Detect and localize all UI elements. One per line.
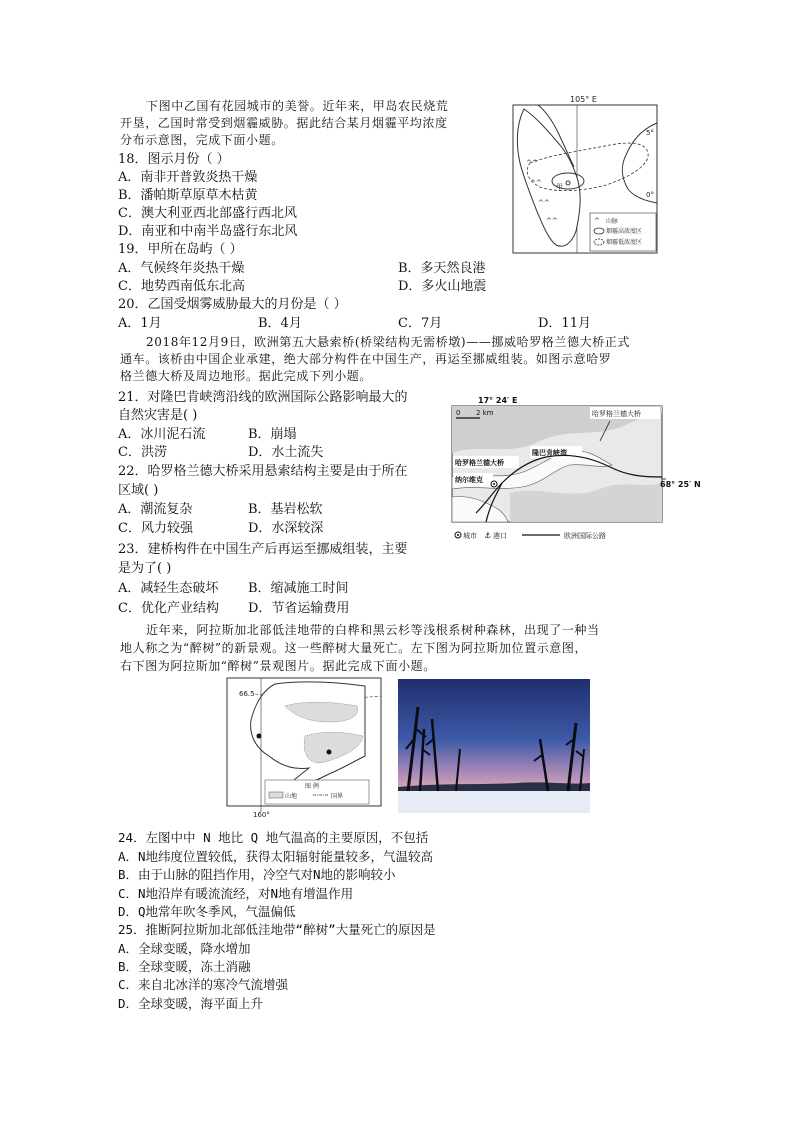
- q22-option-c[interactable]: C．风力较强: [118, 521, 193, 536]
- haze-legend-low: 烟霾低浓度区: [606, 239, 643, 246]
- q18-option-b[interactable]: B．潘帕斯草原草木枯黄: [118, 188, 258, 203]
- q24-option-d[interactable]: D．Q地常年吹冬季风，气温偏低: [118, 904, 296, 919]
- q23-option-a[interactable]: A．减轻生态破坏: [118, 581, 219, 596]
- alaska-map-svg: [225, 676, 385, 818]
- q25-option-b[interactable]: B．全球变暖，冻土消融: [118, 959, 251, 974]
- q25-option-d[interactable]: D．全球变暖，海平面上升: [118, 996, 264, 1011]
- bridge-scale-0: 0: [456, 409, 461, 417]
- bridge-label-left: 哈罗格兰德大桥: [455, 459, 504, 467]
- q20-option-a[interactable]: A．1月: [118, 316, 162, 331]
- haze-map-lon-label: 105° E: [570, 95, 597, 104]
- bridge-map-lon-label: 17° 24′ E: [478, 396, 518, 405]
- q23-stem-line1: 23．建桥构件在中国生产后再运至挪威组装，主要: [118, 542, 408, 557]
- alaska-legend-title: 图 例: [305, 783, 319, 790]
- bridge-map-lat-label: 68° 25′ N: [660, 480, 700, 489]
- fjord-label: 隆巴肯峡湾: [532, 449, 567, 457]
- q19-stem: 19．甲所在岛屿（ ）: [118, 242, 243, 257]
- passage2-line3: 格兰德大桥及周边地形。据此完成下列小题。: [120, 369, 373, 383]
- q22-option-b[interactable]: B．基岩松软: [248, 502, 323, 517]
- haze-map-lat0-label: 0°: [646, 191, 654, 199]
- alaska-map-figure: [225, 676, 385, 818]
- q19-option-d[interactable]: D．多火山地震: [398, 279, 487, 294]
- q20-option-b[interactable]: B．4月: [258, 316, 302, 331]
- q18-option-a[interactable]: A．南非开普敦炎热干燥: [118, 170, 258, 185]
- haze-map-lat5-label: 5°: [646, 129, 654, 137]
- bridge-legend-road: 欧洲国际公路: [564, 532, 606, 540]
- q18-option-d[interactable]: D．南亚和中南半岛盛行东北风: [118, 224, 298, 239]
- bridge-label-top: 哈罗格兰德大桥: [592, 410, 641, 418]
- q21-option-d[interactable]: D．水土流失: [248, 445, 324, 460]
- q22-option-a[interactable]: A．潮流复杂: [118, 502, 193, 517]
- q24-option-a[interactable]: A．N地纬度位置较低，获得太阳辐射能量较多，气温较高: [118, 849, 434, 864]
- q25-option-c[interactable]: C．来自北冰洋的寒冷气流增强: [118, 977, 289, 992]
- q21-stem-line1: 21．对隆巴肯峡湾沿线的欧洲国际公路影响最大的: [118, 390, 408, 405]
- passage3-line2: 地人称之为“醉树”的新景观。这一些醉树大量死亡。左下图为阿拉斯加位置示意图，: [120, 641, 588, 655]
- q23-option-b[interactable]: B．缩减施工时间: [248, 581, 349, 596]
- haze-map-jia-label: 甲: [556, 183, 563, 191]
- q23-option-d[interactable]: D．节省运输费用: [248, 601, 350, 616]
- q22-stem-line1: 22．哈罗格兰德大桥采用悬索结构主要是由于所在: [118, 464, 408, 479]
- q18-option-c[interactable]: C．澳大利亚西北部盛行西北风: [118, 206, 297, 221]
- q25-stem: 25．推断阿拉斯加北部低洼地带“醉树”大量死亡的原因是: [118, 922, 436, 937]
- q24-option-b[interactable]: B．由于山脉的阻挡作用，冷空气对N地的影响较小: [118, 867, 396, 882]
- svg-text:^^: ^^: [530, 179, 542, 187]
- bridge-map-figure: [450, 393, 700, 543]
- arctic-circle-label: 66.5: [239, 690, 255, 698]
- passage1-line3: 分布示意图，完成下面小题。: [120, 133, 284, 147]
- q19-option-c[interactable]: C．地势西南低东北高: [118, 279, 245, 294]
- passage3-line3: 右下图为阿拉斯加“醉树”景观图片。据此完成下面小题。: [120, 659, 436, 673]
- svg-text:^^: ^^: [538, 199, 550, 207]
- q24-stem: 24．左图中中 N 地比 Q 地气温高的主要原因，不包括: [118, 830, 429, 845]
- passage1-line2: 开垦，乙国时常受到烟霾威胁。据此结合某月烟霾平均浓度: [120, 116, 448, 130]
- bridge-legend-port: 港口: [493, 532, 507, 540]
- q21-option-c[interactable]: C．洪涝: [118, 445, 167, 460]
- q22-stem-line2: 区域( ): [118, 483, 159, 498]
- q20-option-c[interactable]: C．7月: [398, 316, 443, 331]
- drunken-trees-photo: [398, 679, 590, 813]
- q18-stem: 18．图示月份（ ）: [118, 152, 230, 167]
- passage2-line1: 2018年12月9日，欧洲第五大悬索桥(桥梁结构无需桥墩)——挪威哈罗格兰德大桥正式: [146, 335, 631, 349]
- anchor-icon: ⚓: [484, 531, 492, 540]
- drunken-trees-svg: [398, 679, 590, 813]
- haze-legend-high: 烟霾高浓度区: [606, 228, 643, 235]
- haze-map-figure: [510, 93, 660, 255]
- bridge-scale-2: 2 km: [476, 409, 494, 417]
- q21-stem-line2: 自然灾害是( ): [118, 408, 198, 423]
- passage2-line2: 通车。该桥由中国企业承建，绝大部分构件在中国生产，再运至挪威组装。如图示意哈罗: [120, 352, 612, 366]
- q25-option-a[interactable]: A．全球变暖，降水增加: [118, 941, 251, 956]
- q19-option-b[interactable]: B．多天然良港: [398, 261, 486, 276]
- bridge-map-svg: [450, 393, 700, 543]
- alaska-legend-mountain: 山地: [285, 793, 298, 800]
- svg-text:^^: ^^: [526, 159, 538, 167]
- city-label: 纳尔维克: [455, 476, 483, 484]
- q20-option-d[interactable]: D．11月: [538, 316, 591, 331]
- q23-stem-line2: 是为了( ): [118, 561, 172, 576]
- svg-text:^: ^: [594, 217, 600, 225]
- q21-option-a[interactable]: A．冰川泥石流: [118, 427, 206, 442]
- alaska-legend-border: 国界: [331, 793, 344, 800]
- passage3-line1: 近年来，阿拉斯加北部低洼地带的白桦和黑云杉等浅根系树种森林，出现了一种当: [146, 623, 600, 637]
- q22-option-d[interactable]: D．水深较深: [248, 521, 324, 536]
- haze-map-svg: [510, 93, 660, 255]
- svg-text:^^: ^^: [546, 217, 558, 225]
- q21-option-b[interactable]: B．崩塌: [248, 427, 297, 442]
- q23-option-c[interactable]: C．优化产业结构: [118, 601, 219, 616]
- q24-option-c[interactable]: C．N地沿岸有暖流流经，对N地有增温作用: [118, 886, 354, 901]
- passage1-line1: 下图中乙国有花园城市的美誉。近年来，甲岛农民烧荒: [146, 99, 449, 113]
- bridge-legend-city: 城市: [463, 532, 477, 540]
- q20-stem: 20．乙国受烟雾威胁最大的月份是（ ）: [118, 297, 347, 312]
- haze-legend-mountain: 山脉: [606, 218, 619, 225]
- alaska-map-lon-label: 160°: [253, 811, 270, 818]
- q19-option-a[interactable]: A．气候终年炎热干燥: [118, 261, 245, 276]
